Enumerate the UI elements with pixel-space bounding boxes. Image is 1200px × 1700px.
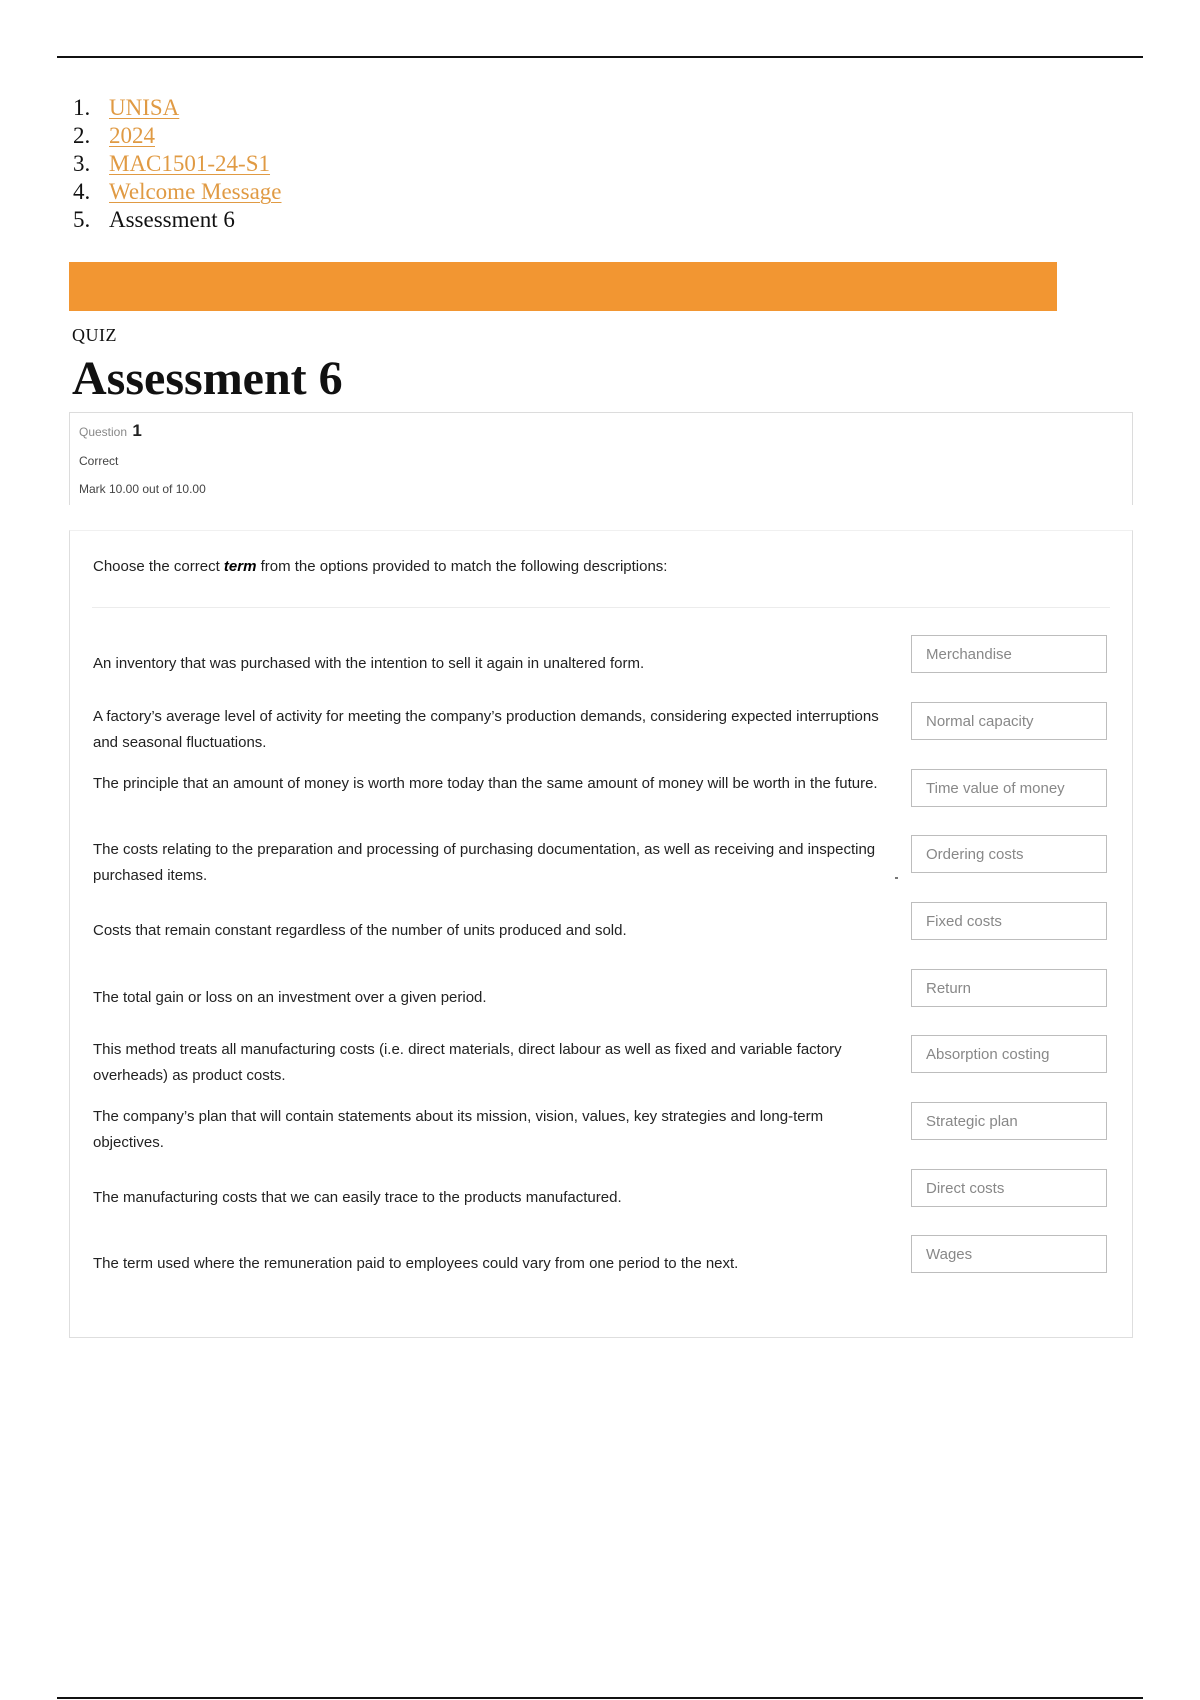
breadcrumb-item: 4. Welcome Message	[73, 179, 282, 204]
match-row	[93, 769, 1093, 829]
breadcrumb-link-unisa[interactable]: UNISA	[109, 95, 180, 120]
match-description: The principle that an amount of money is worth more today than the same amount of money will be worth in the future.	[93, 775, 878, 792]
breadcrumb-item: 5. Assessment 6	[73, 207, 235, 232]
breadcrumb-link-course[interactable]: MAC1501-24-S1	[109, 151, 271, 176]
match-description: The company’s plan that will contain statements about its mission, vision, values, key strategies and long-term objectives.	[93, 1108, 824, 1151]
stray-mark	[895, 877, 898, 879]
breadcrumb-link-year[interactable]: 2024	[109, 123, 155, 148]
question-mark: Mark 10.00 out of 10.00	[79, 482, 206, 496]
answer-select[interactable]: Absorption costing	[911, 1035, 1107, 1073]
answer-select[interactable]: Time value of money	[911, 769, 1107, 807]
match-row	[93, 902, 1093, 962]
match-row	[93, 1169, 1093, 1229]
match-description: The manufacturing costs that we can easily trace to the products manufactured.	[93, 1189, 622, 1206]
match-description: The total gain or loss on an investment over a given period.	[93, 989, 487, 1006]
question-state: Correct	[79, 454, 119, 468]
breadcrumb	[73, 94, 282, 234]
top-rule	[57, 56, 1143, 58]
answer-select[interactable]: Normal capacity	[911, 702, 1107, 740]
activity-type-label: QUIZ	[72, 325, 117, 345]
match-row	[93, 1235, 1093, 1295]
answer-select[interactable]: Fixed costs	[911, 902, 1107, 940]
orange-banner	[69, 262, 1057, 311]
breadcrumb-item: 1. UNISA	[73, 95, 180, 120]
answer-select[interactable]: Strategic plan	[911, 1102, 1107, 1140]
question-prompt: Choose the correct term from the options provided to match the following descriptions:	[93, 558, 668, 575]
prompt-divider	[92, 607, 1110, 608]
match-description: Costs that remain constant regardless of the number of units produced and sold.	[93, 922, 627, 939]
match-description: A factory’s average level of activity for meeting the company’s production demands, considering expected interruptions and seasonal fluctuations.	[93, 708, 879, 751]
match-row	[93, 635, 1093, 695]
question-number: Question 1	[79, 421, 142, 440]
answer-select[interactable]: Direct costs	[911, 1169, 1107, 1207]
match-row	[93, 1035, 1093, 1095]
breadcrumb-item: 3. MAC1501-24-S1	[73, 151, 271, 176]
answer-select[interactable]: Ordering costs	[911, 835, 1107, 873]
question-info-box	[69, 412, 1133, 505]
match-row	[93, 1102, 1093, 1162]
match-description: The term used where the remuneration paid to employees could vary from one period to the next.	[93, 1255, 739, 1272]
question-content	[69, 530, 1133, 1338]
match-description: An inventory that was purchased with the intention to sell it again in unaltered form.	[93, 655, 645, 672]
answer-select[interactable]: Return	[911, 969, 1107, 1007]
breadcrumb-current: Assessment 6	[109, 207, 235, 232]
bottom-rule	[57, 1697, 1143, 1699]
answer-select[interactable]: Merchandise	[911, 635, 1107, 673]
match-row	[93, 835, 1093, 895]
match-row	[93, 969, 1093, 1029]
match-description: The costs relating to the preparation and processing of purchasing documentation, as well as receiving and inspecting purchased items.	[93, 841, 876, 884]
match-description: This method treats all manufacturing costs (i.e. direct materials, direct labour as well as fixed and variable factory overheads) as product costs.	[93, 1041, 842, 1084]
match-row	[93, 702, 1093, 762]
breadcrumb-link-welcome[interactable]: Welcome Message	[109, 179, 282, 204]
answer-select[interactable]: Wages	[911, 1235, 1107, 1273]
breadcrumb-item: 2. 2024	[73, 123, 155, 148]
page-title: Assessment 6	[72, 352, 343, 405]
